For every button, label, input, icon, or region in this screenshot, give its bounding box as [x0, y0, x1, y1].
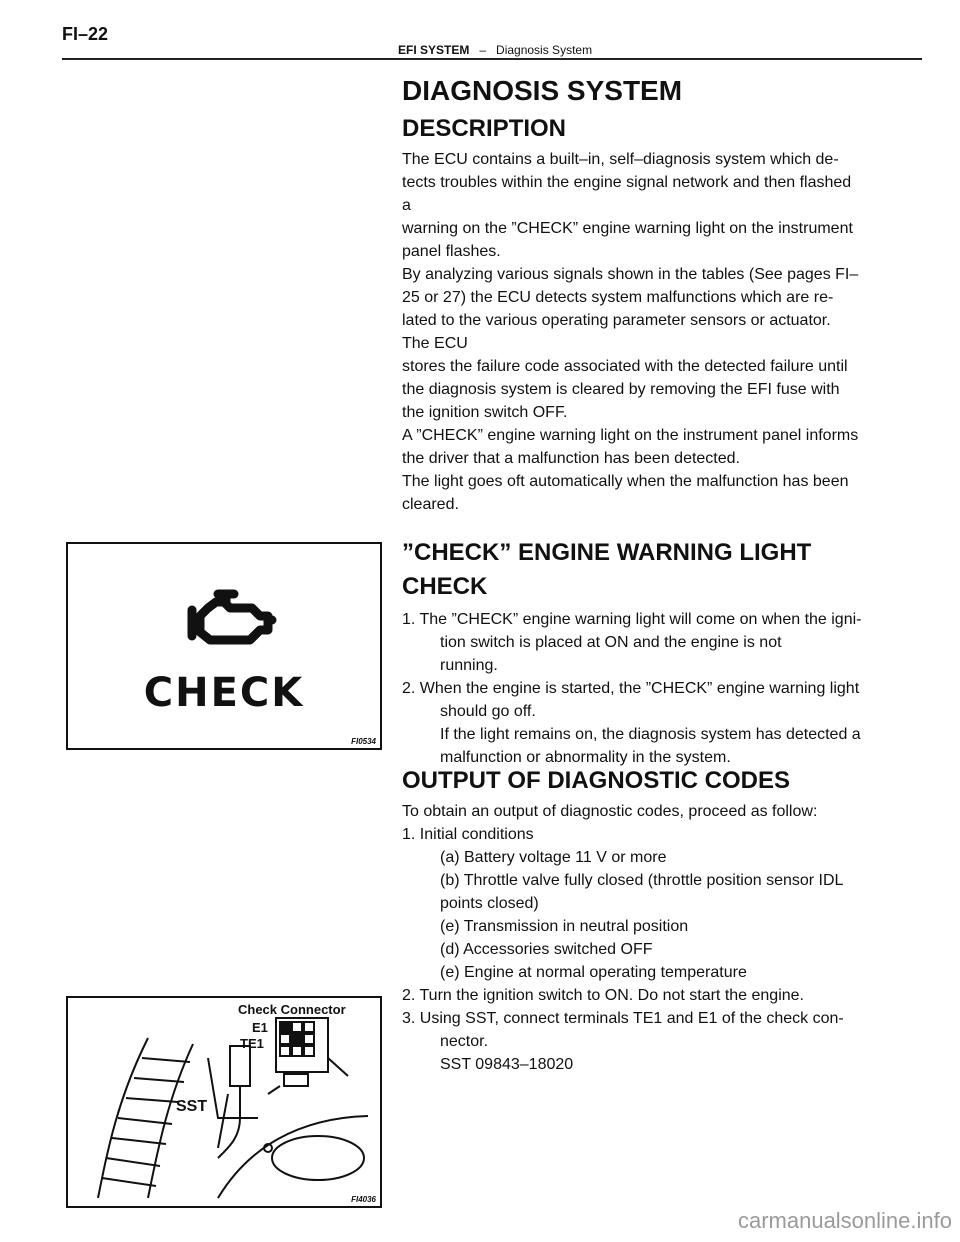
sst-label: SST: [176, 1098, 208, 1115]
check-connector-figure: [66, 996, 382, 1208]
description-line: the ignition switch OFF.: [402, 404, 568, 421]
description-line: a: [402, 197, 411, 214]
watermark: carmanualsonline.info: [737, 1208, 952, 1233]
description-line: By analyzing various signals shown in the tables (See pages FI–: [402, 266, 859, 283]
check-light-section: [402, 536, 910, 769]
description-line: the diagnosis system is cleared by removing the EFI fuse with: [402, 381, 840, 398]
header-separator: –: [479, 43, 487, 57]
check-light-line: 2. When the engine is started, the ”CHECK” engine warning light: [402, 680, 860, 697]
terminal-te1-label: TE1: [240, 1036, 264, 1051]
check-light-body: [402, 608, 910, 769]
engine-icon: [68, 544, 380, 748]
output-codes-line: nector.: [440, 1033, 489, 1050]
check-light-line: running.: [440, 657, 498, 674]
check-light-heading-line2: CHECK: [402, 573, 488, 600]
header-rule: [62, 58, 922, 60]
description-line: stores the failure code associated with the detected failure until: [402, 358, 848, 375]
check-label: CHECK: [143, 670, 305, 716]
header-section: Diagnosis System: [496, 43, 593, 57]
output-codes-body: [402, 800, 910, 1076]
description-line: A ”CHECK” engine warning light on the instrument panel informs: [402, 427, 859, 444]
description-body: [402, 148, 910, 516]
description-line: 25 or 27) the ECU detects system malfunctions which are re-: [402, 289, 834, 306]
check-light-line: malfunction or abnormality in the system.: [440, 749, 731, 766]
output-codes-line: (b) Throttle valve fully closed (throttle position sensor IDL: [440, 872, 844, 889]
description-line: cleared.: [402, 496, 459, 513]
main-title: DIAGNOSIS SYSTEM: [402, 75, 683, 106]
output-codes-line: (d) Accessories switched OFF: [440, 941, 653, 958]
terminal-e1-label: E1: [252, 1020, 268, 1035]
description-line: lated to the various operating parameter sensors or actuator.: [402, 312, 831, 329]
output-codes-section: [402, 764, 910, 1076]
header-system: EFI SYSTEM: [398, 43, 470, 57]
page-number: FI–22: [62, 24, 109, 44]
description-line: tects troubles within the engine signal network and then flashed: [402, 174, 852, 191]
figure-code: FI4036: [351, 1195, 376, 1204]
description-section: [402, 74, 910, 516]
output-codes-line: (a) Battery voltage 11 V or more: [440, 849, 667, 866]
running-header: [398, 43, 592, 57]
check-light-line: tion switch is placed at ON and the engine is not: [440, 634, 782, 651]
output-codes-line: 1. Initial conditions: [402, 826, 534, 843]
check-light-figure: [66, 542, 382, 750]
description-line: warning on the ”CHECK” engine warning light on the instrument: [402, 220, 853, 237]
check-light-line: 1. The ”CHECK” engine warning light will come on when the igni-: [402, 611, 862, 628]
output-codes-line: To obtain an output of diagnostic codes, proceed as follow:: [402, 803, 818, 820]
output-codes-line: points closed): [440, 895, 539, 912]
check-light-line: If the light remains on, the diagnosis system has detected a: [440, 726, 861, 743]
description-line: The ECU contains a built–in, self–diagnosis system which de-: [402, 151, 839, 168]
connector-title: Check Connector: [238, 1002, 346, 1017]
connector-illustration: [68, 998, 380, 1206]
description-line: panel flashes.: [402, 243, 501, 260]
check-light-line: should go off.: [440, 703, 536, 720]
output-codes-line: SST 09843–18020: [440, 1056, 574, 1073]
description-heading: DESCRIPTION: [402, 115, 567, 142]
output-codes-line: 2. Turn the ignition switch to ON. Do not start the engine.: [402, 987, 804, 1004]
figure-code: FI0534: [351, 737, 376, 746]
output-codes-heading: OUTPUT OF DIAGNOSTIC CODES: [402, 767, 791, 794]
description-line: The ECU: [402, 335, 468, 352]
output-codes-line: (e) Transmission in neutral position: [440, 918, 689, 935]
output-codes-line: (e) Engine at normal operating temperature: [440, 964, 747, 981]
description-line: the driver that a malfunction has been detected.: [402, 450, 740, 467]
output-codes-line: 3. Using SST, connect terminals TE1 and E1 of the check con-: [402, 1010, 844, 1027]
check-light-heading-line1: ”CHECK” ENGINE WARNING LIGHT: [402, 539, 812, 566]
description-line: The light goes oft automatically when the malfunction has been: [402, 473, 849, 490]
